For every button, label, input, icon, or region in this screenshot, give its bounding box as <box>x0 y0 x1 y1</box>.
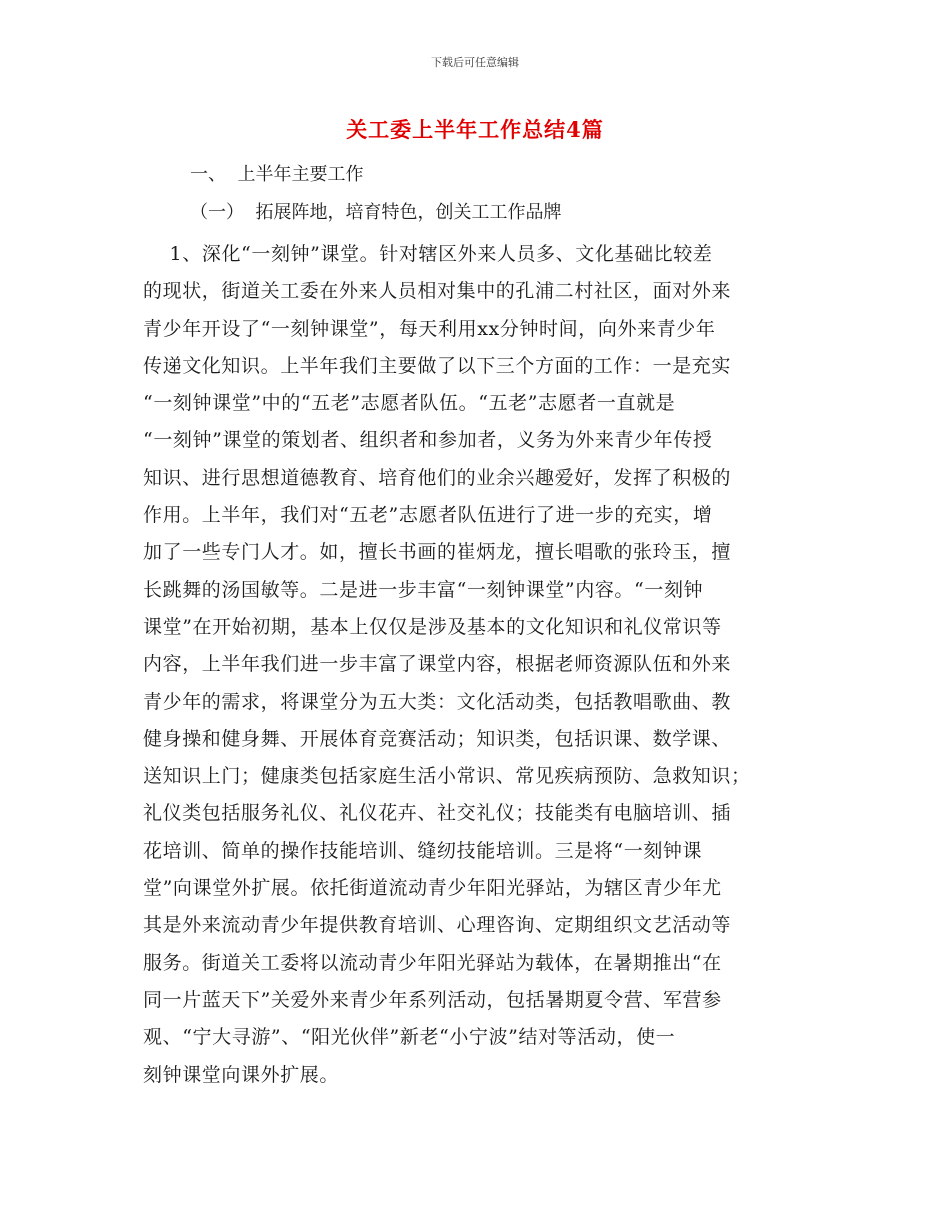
body-line: 堂”向课堂外扩展。依托街道流动青少年阳光驿站，为辖区青少年尤 <box>143 877 722 900</box>
section-heading: 一、 上半年主要工作 <box>190 164 364 185</box>
body-line: 加了一些专门人才。如，擅长书画的崔炳龙，擅长唱歌的张玲玉，擅 <box>143 541 732 564</box>
body-line: 青少年开设了“一刻钟课堂”，每天利用xx分钟时间，向外来青少年 <box>143 317 716 340</box>
body-line: “一刻钟”课堂的策划者、组织者和参加者，义务为外来青少年传授 <box>143 429 713 452</box>
body-line: 礼仪类包括服务礼仪、礼仪花卉、社交礼仪；技能类有电脑培训、插 <box>143 802 732 825</box>
body-line: 花培训、简单的操作技能培训、缝纫技能培训。三是将“一刻钟课 <box>143 839 703 862</box>
body-line: 1、深化“一刻钟”课堂。针对辖区外来人员多、文化基础比较差 <box>143 243 713 265</box>
header-note: 下载后可任意编辑 <box>431 56 519 69</box>
body-line: 健身操和健身舞、开展体育竞赛活动；知识类，包括识课、数学课、 <box>143 727 732 750</box>
body-line: 送知识上门；健康类包括家庭生活小常识、常见疾病预防、急救知识； <box>143 765 751 788</box>
body-line: 长跳舞的汤国敏等。二是进一步丰富“一刻钟课堂”内容。“一刻钟 <box>143 578 704 601</box>
body-line: 知识、进行思想道德教育、培育他们的业余兴趣爱好，发挥了积极的 <box>143 466 732 489</box>
body-line: 作用。上半年，我们对“五老”志愿者队伍进行了进一步的充实，增 <box>143 504 713 527</box>
body-line: 服务。街道关工委将以流动青少年阳光驿站为载体，在暑期推出“在 <box>143 951 722 974</box>
body-line: 青少年的需求，将课堂分为五大类：文化活动类，包括教唱歌曲、教 <box>143 690 732 713</box>
body-line: 内容，上半年我们进一步丰富了课堂内容，根据老师资源队伍和外来 <box>143 653 732 676</box>
body-line: 其是外来流动青少年提供教育培训、心理咨询、定期组织文艺活动等 <box>143 914 732 937</box>
body-line: 课堂”在开始初期，基本上仅仅是涉及基本的文化知识和礼仪常识等 <box>143 615 722 638</box>
body-text <box>143 236 823 1094</box>
body-line: 观、“宁大寻游”、“阳光伙伴”新老“小宁波”结对等活动，使一 <box>143 1026 676 1049</box>
subsection-heading: （一） 拓展阵地，培育特色，创关工工作品牌 <box>190 202 562 223</box>
body-line: 的现状，街道关工委在外来人员相对集中的孔浦二村社区，面对外来 <box>143 280 732 303</box>
document-title: 关工委上半年工作总结4篇 <box>346 117 604 142</box>
body-line: “一刻钟课堂”中的“五老”志愿者队伍。“五老”志愿者一直就是 <box>143 392 676 415</box>
body-line: 传递文化知识。上半年我们主要做了以下三个方面的工作：一是充实 <box>143 354 732 377</box>
body-line: 刻钟课堂向课外扩展。 <box>143 1063 340 1086</box>
body-line: 同一片蓝天下”关爱外来青少年系列活动，包括暑期夏令营、军营参 <box>143 988 722 1011</box>
